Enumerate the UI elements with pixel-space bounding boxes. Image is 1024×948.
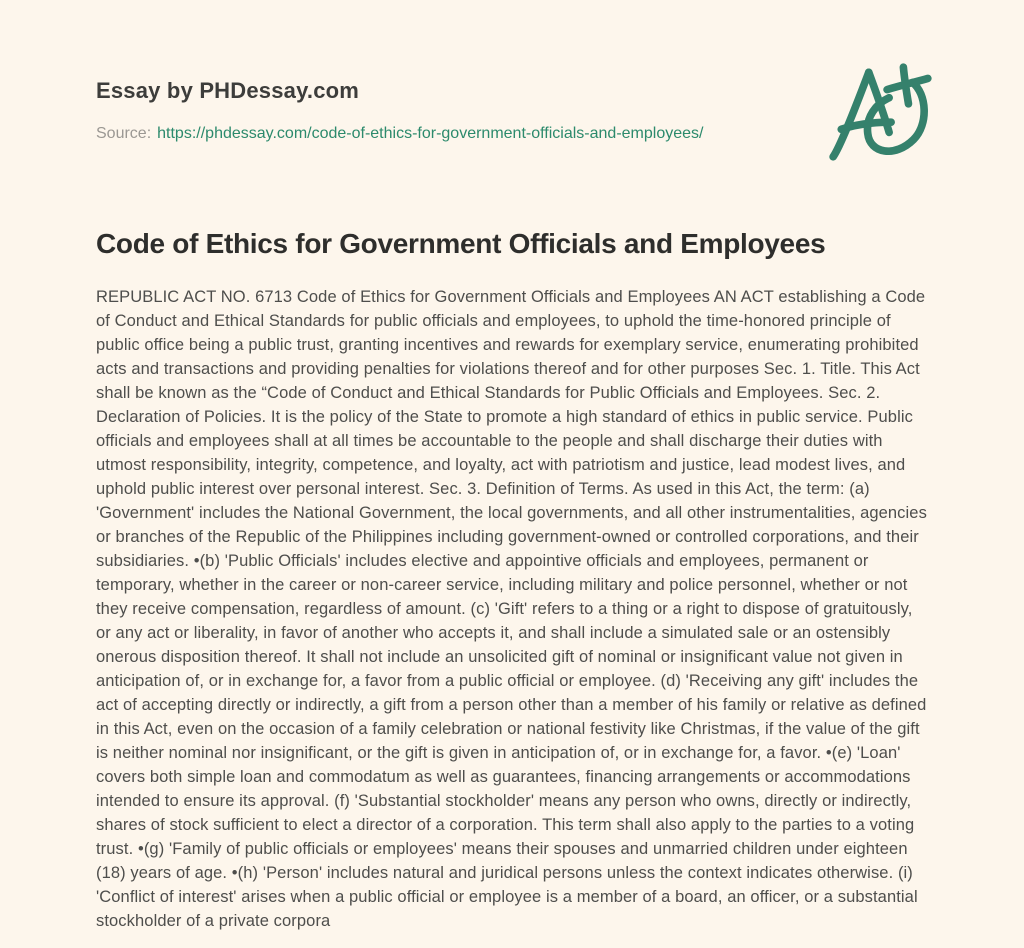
byline: Essay by PHDessay.com [96,78,360,103]
page-title: Code of Ethics for Government Officials and Employees [96,228,826,259]
source-row [96,124,928,144]
essay-body-text: REPUBLIC ACT NO. 6713 Code of Ethics for Government Officials and Employees AN ACT establishing a Code of Conduct and Ethical Standards for public officials and employees, to uphold the time-honored principle of public office being a public trust, granting incentives and rewards for exemplary service, enumerating prohibited acts and transactions and providing penalties for violations thereof and for other purposes Sec. 1. Title. This Act shall be known as the “Code of Conduct and Ethical Standards for Public Officials and Employees. Sec. 2. Declaration of Policies. It is the policy of the State to promote a high standard of ethics in public service. Public officials and employees shall at all times be accountable to the people and shall discharge their duties with utmost responsibility, integrity, competence, and loyalty, act with patriotism and justice, lead modest lives, and uphold public interest over personal interest. Sec. 3. Definition of Terms. As used in this Act, the term: (a) 'Government' includes the National Government, the local governments, and all other instrumentalities, agencies or branches of the Republic of the Philippines including government-owned or controlled corporations, and their subsidiaries. •(b) 'Public Officials' includes elective and appointive officials and employees, permanent or temporary, whether in the career or non-career service, including military and police personnel, whether or not they receive compensation, regardless of amount. (c) 'Gift' refers to a thing or a right to dispose of gratuitously, or any act or liberality, in favor of another who accepts it, and shall include a simulated sale or an ostensibly onerous disposition thereof. It shall not include an unsolicited gift of nominal or insignificant value not given in anticipation of, or in exchange for, a favor from a public official or employee. (d) 'Receiving any gift' includes the act of accepting directly or indirectly, a gift from a person other than a member of his family or relative as defined in this Act, even on the occasion of a family celebration or national festivity like Christmas, if the value of the gift is neither nominal nor insignificant, or the gift is given in anticipation of, or in exchange for, a favor. •(e) 'Loan' covers both simple loan and commodatum as well as guarantees, financing arrangements or accommodations intended to ensure its approval. (f) 'Substantial stockholder' means any person who owns, directly or indirectly, shares of stock sufficient to elect a director of a corporation. This term shall also apply to the parties to a voting trust. •(g) 'Family of public officials or employees' means their spouses and unmarried children under eighteen (18) years of age. •(h) 'Person' includes natural and juridical persons unless the context indicates otherwise. (i) 'Conflict of interest' arises when a public official or employee is a member of a board, an officer, or a substantial stockholder of a private corpora [96,288,927,930]
source-label: Source: [96,125,152,142]
a-plus-logo-svg [826,60,938,164]
source-url-link[interactable]: https://phdessay.com/code-of-ethics-for-government-officials-and-employees/ [157,125,704,142]
a-plus-logo [826,60,938,164]
